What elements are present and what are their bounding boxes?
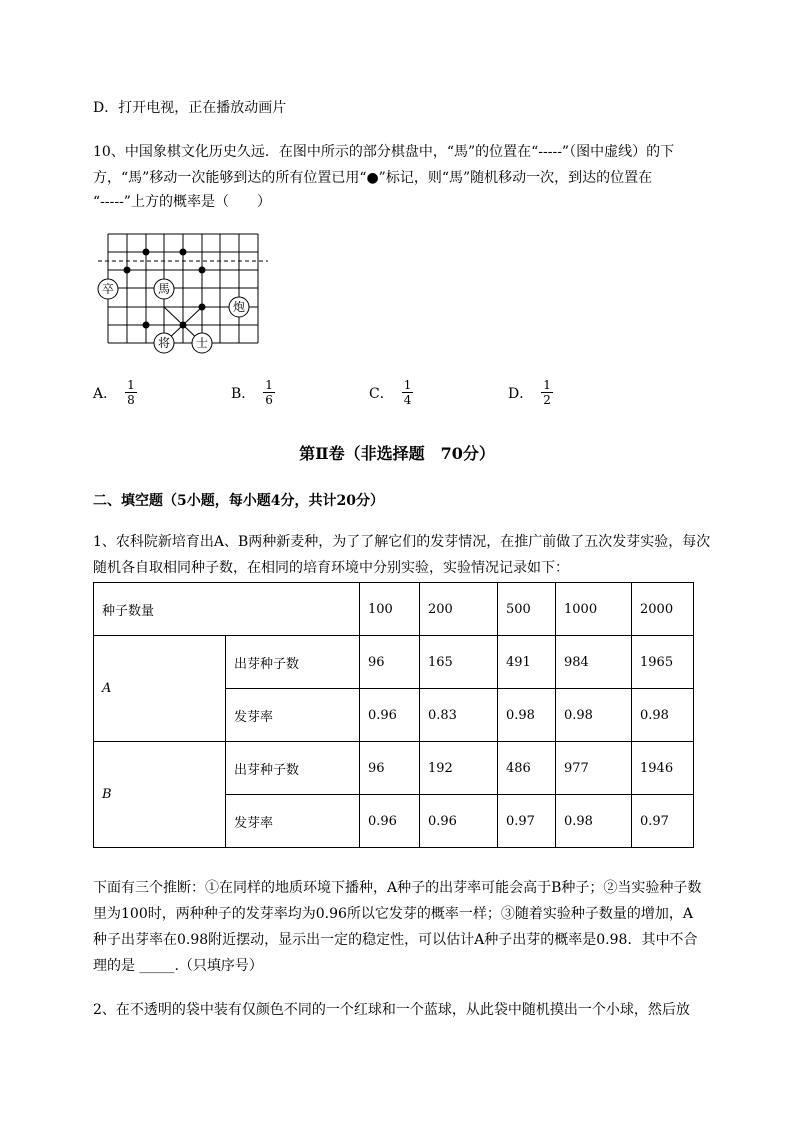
- piece-shi: 士: [195, 336, 209, 350]
- table-cell: 200: [420, 583, 498, 636]
- table-cell: 0.98: [498, 689, 556, 742]
- table-cell: 96: [360, 636, 420, 689]
- table-cell: 0.83: [420, 689, 498, 742]
- table-row: [94, 742, 694, 795]
- row-label: 发芽率: [226, 689, 360, 742]
- germination-table: [93, 582, 694, 848]
- piece-pao: 炮: [232, 300, 246, 314]
- row-label: 发芽率: [226, 795, 360, 848]
- row-label: 出芽种子数: [226, 636, 360, 689]
- table-cell: 491: [498, 636, 556, 689]
- q10-choice-a[interactable]: [93, 378, 137, 407]
- table-cell: 500: [498, 583, 556, 636]
- choice-label: B．: [231, 385, 256, 402]
- header-label: 种子数量: [94, 583, 360, 636]
- table-cell: 0.97: [632, 795, 694, 848]
- table-cell: 0.98: [556, 795, 632, 848]
- section-title: 第Ⅱ卷（非选择题 70分）: [299, 444, 495, 463]
- q1-text-line1: 1、农科院新培育出A、B两种新麦种，为了了解它们的发芽情况，在推广前做了五次发芽实验，每次: [93, 534, 711, 550]
- piece-jiang: 将: [157, 336, 171, 350]
- table-cell: 0.96: [420, 795, 498, 848]
- q1-inference-line1: 下面有三个推断：①在同样的地质环境下播种，A种子的出芽率可能会高于B种子；②当实验种子数: [93, 880, 702, 896]
- q10-choice-b[interactable]: [231, 378, 275, 407]
- table-cell: 0.98: [556, 689, 632, 742]
- q10-text-line2: 方，“馬”移动一次能够到达的所有位置已用“●”标记，则“馬”随机移动一次，到达的位置在: [93, 170, 653, 186]
- table-row: [94, 636, 694, 689]
- q2-text-line1: 2、在不透明的袋中装有仅颜色不同的一个红球和一个蓝球，从此袋中随机摸出一个小球，然后放: [93, 1002, 690, 1018]
- choice-label: C．: [369, 385, 394, 402]
- fraction: $\frac{1}{6}$: [265, 378, 273, 407]
- fraction: $\frac{1}{2}$: [543, 378, 551, 407]
- choice-label: A．: [93, 385, 118, 402]
- table-cell: 977: [556, 742, 632, 795]
- choice-label: D．: [508, 385, 534, 402]
- q10-choice-d[interactable]: [508, 378, 553, 407]
- table-cell: 165: [420, 636, 498, 689]
- q10-text-line1: 10、中国象棋文化历史久远．在图中所示的部分棋盘中，“馬”的位置在“-----”（图中虚线）的下: [93, 144, 675, 160]
- table-cell: 0.96: [360, 795, 420, 848]
- q1-inference-line3: 种子出芽率在0.98附近摆动，显示出一定的稳定性，可以估计A种子出芽的概率是0.98．其中不合: [93, 932, 698, 948]
- q10-choice-c[interactable]: [369, 378, 413, 407]
- q1-inference-line4: 理的是 _____.（只填序号）: [93, 958, 263, 974]
- q10-text-line3: “-----”上方的概率是（ ）: [93, 194, 271, 210]
- table-cell: 2000: [632, 583, 694, 636]
- q1-inference-line2: 里为100时，两种种子的发芽率均为0.96所以它发芽的概率一样；③随着实验种子数量的增加，A: [93, 906, 694, 922]
- table-cell: 0.96: [360, 689, 420, 742]
- table-cell: 0.98: [632, 689, 694, 742]
- fraction: $\frac{1}{4}$: [403, 378, 412, 407]
- piece-ma: 馬: [157, 282, 171, 296]
- table-cell: 1000: [556, 583, 632, 636]
- table-cell: 1965: [632, 636, 694, 689]
- row-label: 出芽种子数: [226, 742, 360, 795]
- piece-zu: 卒: [101, 282, 115, 296]
- table-cell: 100: [360, 583, 420, 636]
- table-cell: 984: [556, 636, 632, 689]
- fraction: $\frac{1}{8}$: [127, 378, 135, 407]
- sub-title: 二、填空题（5小题，每小题4分，共计20分）: [93, 493, 384, 509]
- table-cell: 486: [498, 742, 556, 795]
- q9-option-d: D．打开电视，正在播放动画片: [93, 100, 287, 116]
- group-name: B: [94, 742, 226, 848]
- chess-board-figure: [96, 230, 272, 356]
- table-cell: 96: [360, 742, 420, 795]
- table-row: [94, 583, 694, 636]
- table-cell: 192: [420, 742, 498, 795]
- table-cell: 0.97: [498, 795, 556, 848]
- table-cell: 1946: [632, 742, 694, 795]
- group-name: A: [94, 636, 226, 742]
- q1-text-line2: 随机各自取相同种子数，在相同的培育环境中分别实验，实验情况记录如下：: [93, 560, 569, 576]
